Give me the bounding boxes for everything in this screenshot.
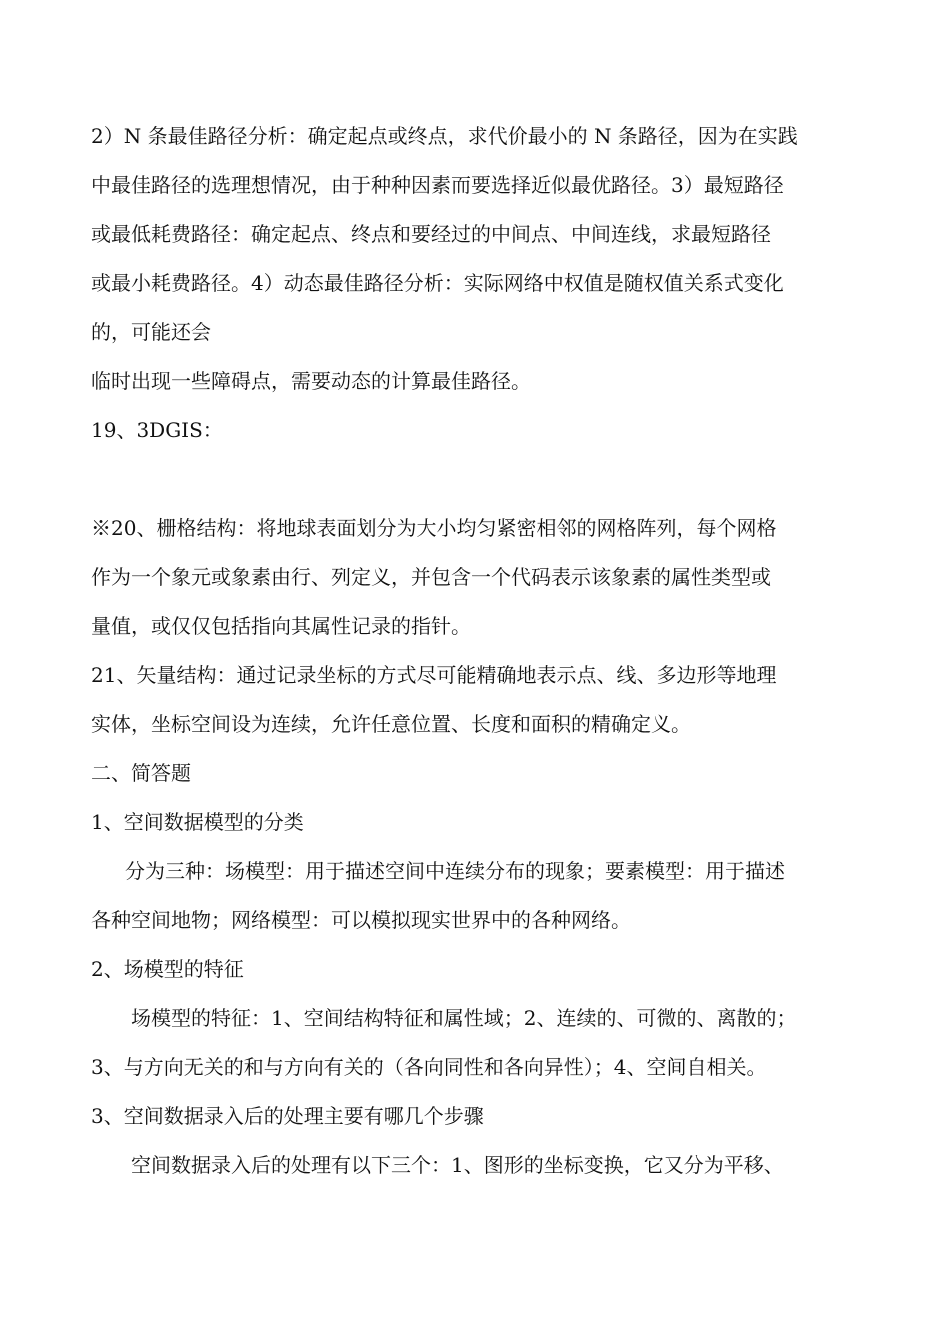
paragraph-line: 21、矢量结构：通过记录坐标的方式尽可能精确地表示点、线、多边形等地理 bbox=[91, 663, 777, 687]
blank-line bbox=[91, 455, 861, 504]
answer-line: 分为三种：场模型：用于描述空间中连续分布的现象；要素模型：用于描述 bbox=[125, 859, 785, 883]
section-item-heading: 19、3DGIS： bbox=[91, 418, 223, 442]
paragraph-line: 或最低耗费路径：确定起点、终点和要经过的中间点、中间连线，求最短路径 bbox=[91, 222, 771, 246]
paragraph-line: 临时出现一些障碍点，需要动态的计算最佳路径。 bbox=[91, 369, 531, 393]
question-heading: 2、场模型的特征 bbox=[91, 957, 244, 981]
paragraph-line: ※20、栅格结构：将地球表面划分为大小均匀紧密相邻的网格阵列，每个网格 bbox=[91, 516, 777, 540]
paragraph-line: 的，可能还会 bbox=[91, 320, 211, 344]
paragraph-line: 或最小耗费路径。4）动态最佳路径分析：实际网络中权值是随权值关系式变化 bbox=[91, 271, 784, 295]
paragraph-line: 中最佳路径的选理想情况，由于种种因素而要选择近似最优路径。3）最短路径 bbox=[91, 173, 784, 197]
answer-line: 各种空间地物；网络模型：可以模拟现实世界中的各种网络。 bbox=[91, 908, 631, 932]
paragraph-line: 实体，坐标空间设为连续，允许任意位置、长度和面积的精确定义。 bbox=[91, 712, 691, 736]
question-heading: 1、空间数据模型的分类 bbox=[91, 810, 304, 834]
paragraph-line: 2）N 条最佳路径分析：确定起点或终点，求代价最小的 N 条路径，因为在实践 bbox=[91, 124, 798, 148]
answer-line: 空间数据录入后的处理有以下三个：1、图形的坐标变换，它又分为平移、 bbox=[131, 1153, 784, 1177]
answer-line: 3、与方向无关的和与方向有关的（各向同性和各向异性）；4、空间自相关。 bbox=[91, 1055, 767, 1079]
paragraph-line: 量值，或仅仅包括指向其属性记录的指针。 bbox=[91, 614, 471, 638]
document-body bbox=[91, 112, 861, 1190]
paragraph-line: 作为一个象元或象素由行、列定义，并包含一个代码表示该象素的属性类型或 bbox=[91, 565, 771, 589]
answer-line: 场模型的特征：1、空间结构特征和属性域；2、连续的、可微的、离散的； bbox=[131, 1006, 797, 1030]
section-heading: 二、简答题 bbox=[91, 761, 191, 785]
question-heading: 3、空间数据录入后的处理主要有哪几个步骤 bbox=[91, 1104, 484, 1128]
